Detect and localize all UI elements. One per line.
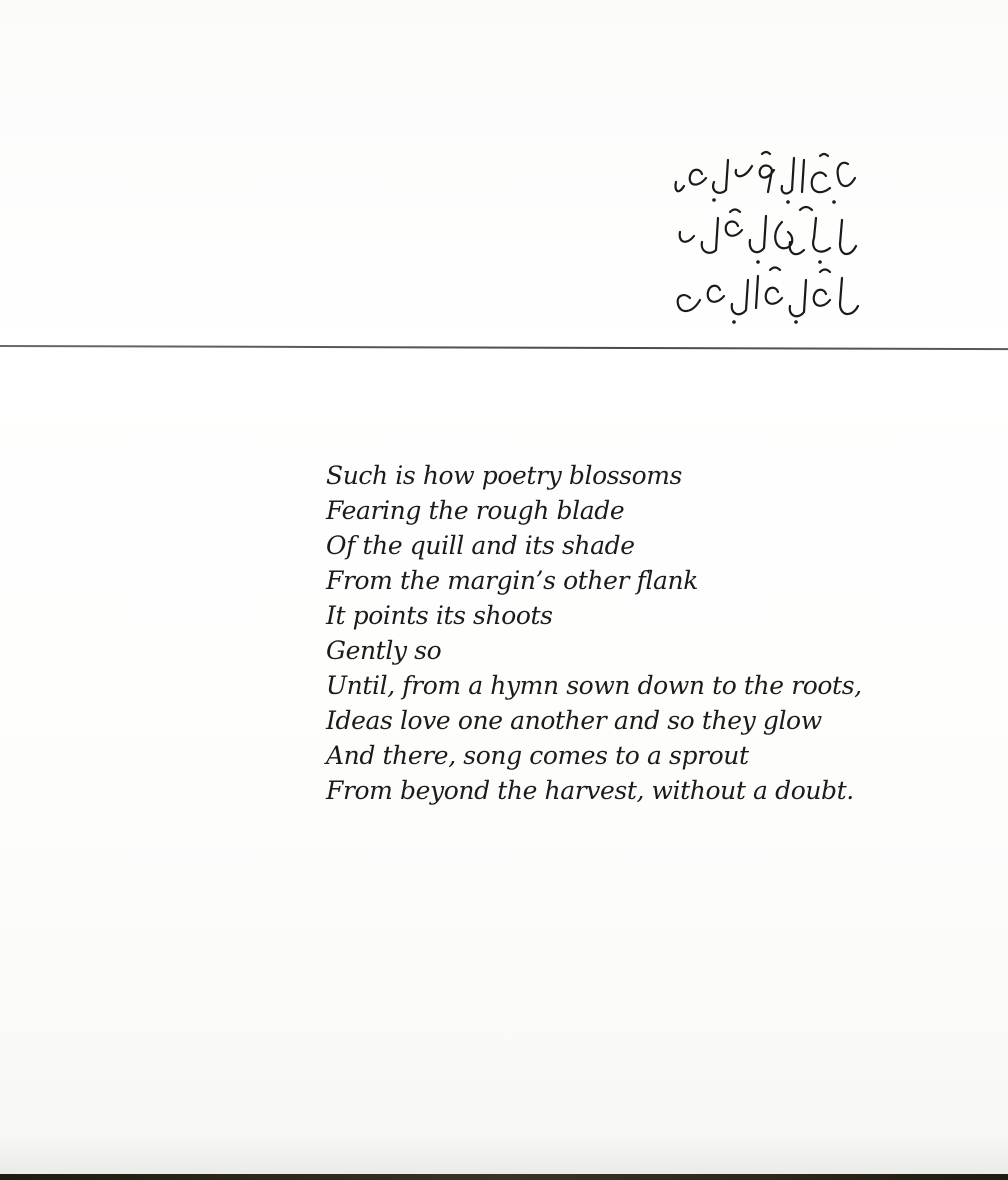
poem-line: Of the quill and its shade [326, 531, 635, 560]
horizontal-rule [0, 345, 1008, 350]
poem-line: Such is how poetry blossoms [326, 461, 682, 490]
poem-line: It points its shoots [326, 601, 553, 630]
poem-line: From beyond the harvest, without a doubt. [326, 776, 854, 805]
poem-line: Fearing the rough blade [326, 496, 625, 525]
poem-line: Ideas love one another and so they glow [326, 706, 822, 735]
poem-line: And there, song comes to a sprout [326, 741, 749, 770]
page-bottom-shadow [0, 1134, 1008, 1174]
poem-line: From the margin’s other flank [326, 566, 698, 595]
page-bottom-edge [0, 1174, 1008, 1180]
poem-line: Gently so [326, 636, 442, 665]
arabic-calligraphy-image [670, 130, 870, 330]
calligraphy-drawing [670, 130, 870, 330]
poem-text [326, 458, 926, 808]
poem-line: Until, from a hymn sown down to the roots, [326, 671, 862, 700]
